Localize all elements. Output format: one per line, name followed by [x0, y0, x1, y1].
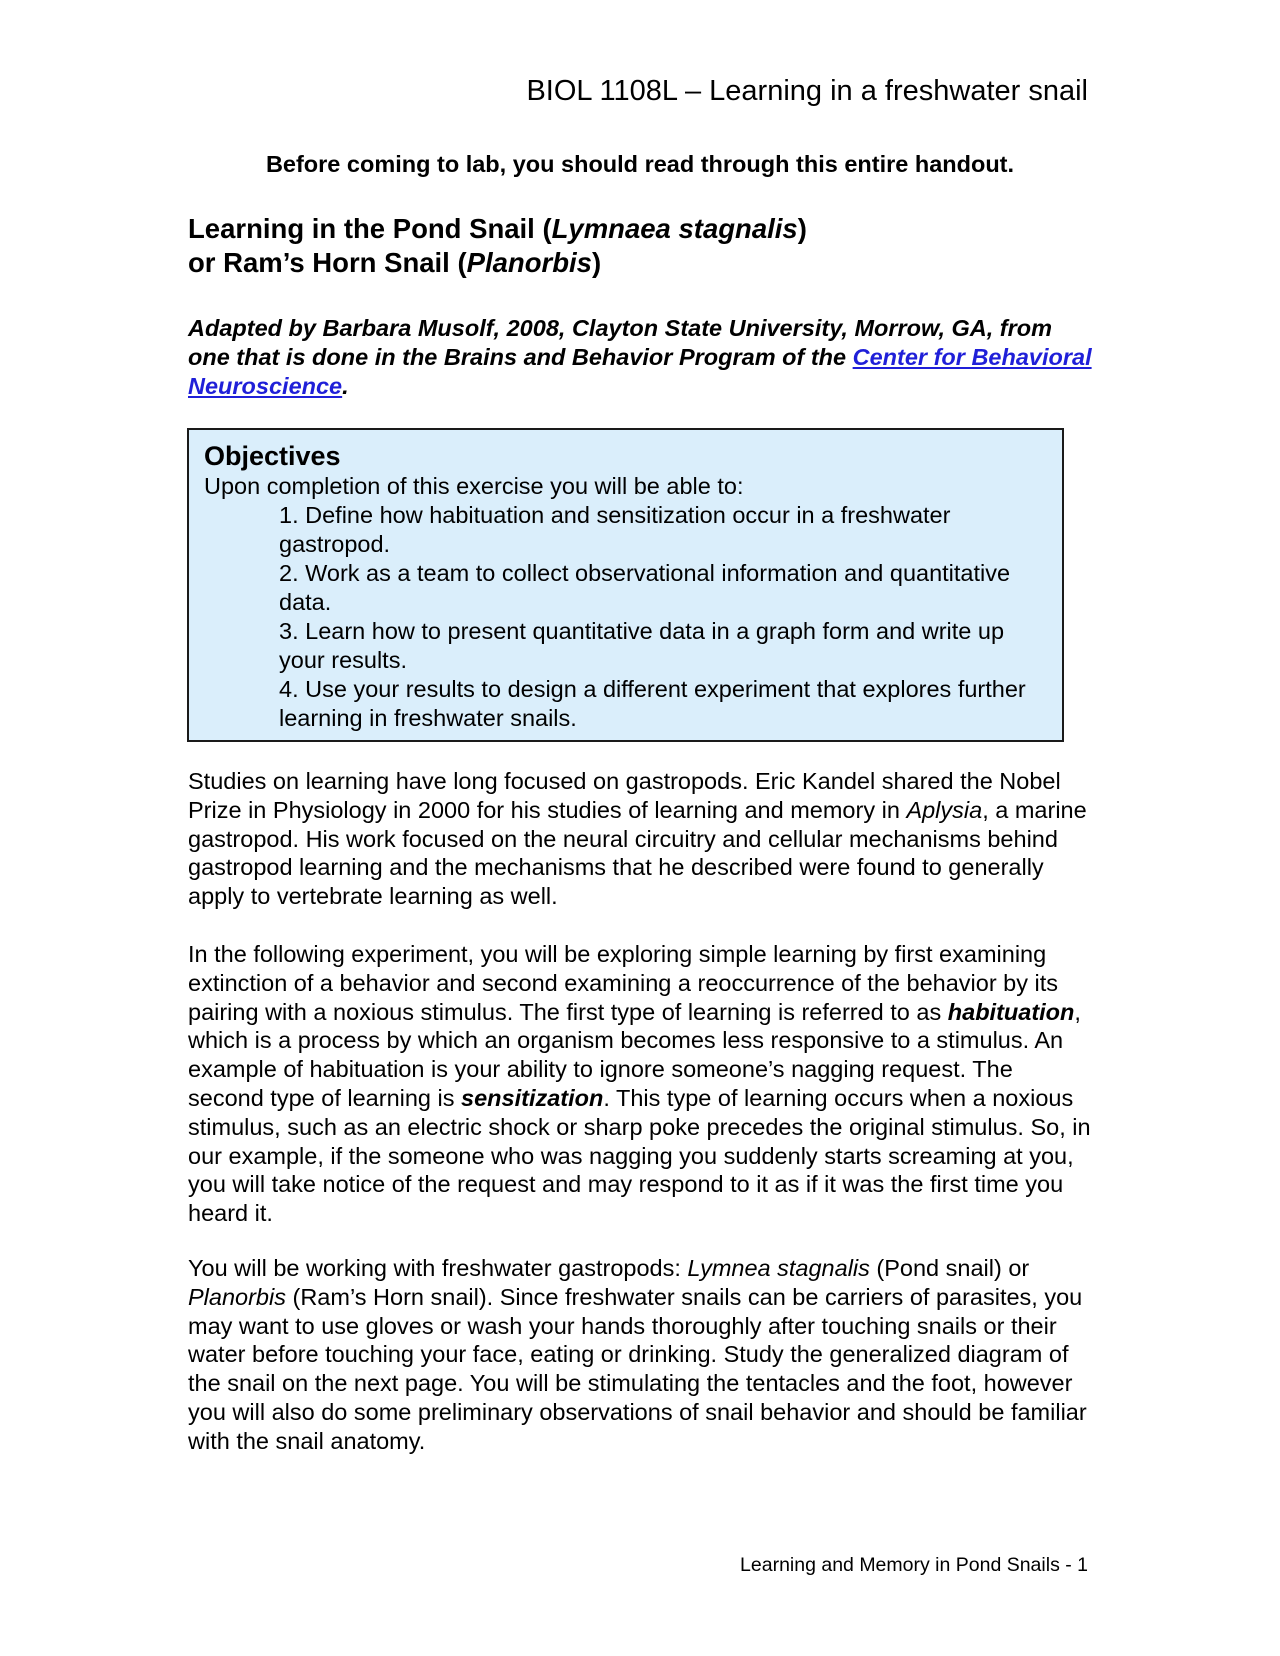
objective-item: 2. Work as a team to collect observational information and quantitative data. — [279, 560, 1011, 615]
attribution — [188, 314, 1092, 401]
para2-text-a: In the following experiment, you will be exploring simple learning by first examining extinction of a behavior and second examining a reoccurrence of the behavior by its pairing with a noxious stimulus. The first type of learning is referred to as — [188, 941, 1059, 1025]
title-line1-suffix: ) — [797, 213, 807, 244]
title-species-lymnaea: Lymnaea stagnalis — [551, 213, 798, 244]
objectives-heading: Objectives — [204, 441, 341, 471]
para2-text-c: . This type of learning occurs when a noxious stimulus, such as an electric shock or sharp poke precedes the original stimulus. So, in our example, if the someone who was nagging you suddenly starts screaming at you, you will take notice of the request and may respond to it as if it was the first time you heard it. — [188, 1084, 1091, 1227]
document-title — [188, 212, 1092, 280]
para1-text-a: Studies on learning have long focused on gastropods. Eric Kandel shared the Nobel Prize in Physiology in 2000 for his studies of learning and memory in — [188, 768, 1061, 823]
title-species-planorbis: Planorbis — [466, 247, 592, 278]
paragraph-snails — [188, 1254, 1092, 1456]
term-sensitization: sensitization — [461, 1084, 604, 1111]
objectives-box — [187, 428, 1064, 742]
reading-notice: Before coming to lab, you should read through this entire handout. — [265, 151, 1015, 177]
paragraph-learning-types — [188, 940, 1092, 1228]
title-line2-suffix: ) — [591, 247, 602, 278]
attribution-text: Adapted by Barbara Musolf, 2008, Clayton State University, Morrow, GA, from one that is done in the Brains and Behavior Program of the — [188, 315, 1053, 370]
para2-text-b: , which is a process by which an organism becomes less responsive to a stimulus. An example of habituation is your ability to ignore someone’s nagging request. The second type of learning is — [188, 998, 1081, 1111]
title-line2-prefix: or Ram’s Horn Snail ( — [188, 247, 467, 278]
para3-text-c: (Ram’s Horn snail). Since freshwater snails can be carriers of parasites, you may want to use gloves or wash your hands thoroughly after touching snails or their water before touching your face, eating or drinking. Study the generalized diagram of the snail on the next page. You will be stimulating the tentacles and the foot, however you will also do some preliminary observations of snail behavior and should be familiar with the snail anatomy. — [188, 1283, 1087, 1454]
objective-item: 3. Learn how to present quantitative data in a graph form and write up your results. — [279, 618, 1005, 673]
objectives-list — [204, 501, 1048, 733]
page-footer: Learning and Memory in Pond Snails - 1 — [740, 1554, 1088, 1576]
para1-text-b: , a marine gastropod. His work focused on the neural circuitry and cellular mechanisms behind gastropod learning and the mechanisms that he described were found to generally apply to vertebrate learning as well. — [188, 796, 1087, 910]
species-aplysia: Aplysia — [906, 796, 983, 823]
attribution-end: . — [342, 373, 349, 399]
para3-text-a: You will be working with freshwater gastropods: — [188, 1255, 688, 1281]
objective-item: 1. Define how habituation and sensitization occur in a freshwater gastropod. — [279, 502, 951, 557]
objective-item: 4. Use your results to design a different experiment that explores further learning in freshwater snails. — [279, 676, 1026, 731]
paragraph-kandel — [188, 767, 1092, 911]
species-lymnea: Lymnea stagnalis — [687, 1255, 870, 1281]
center-link[interactable]: Center for Behavioral Neuroscience — [188, 344, 1092, 399]
page-header: BIOL 1108L – Learning in a freshwater snail — [526, 75, 1088, 107]
species-planorbis: Planorbis — [188, 1283, 286, 1310]
title-line1-prefix: Learning in the Pond Snail ( — [188, 213, 552, 244]
objectives-intro: Upon completion of this exercise you will be able to: — [204, 473, 744, 499]
term-habituation: habituation — [947, 998, 1075, 1025]
para3-text-b: (Pond snail) or — [869, 1255, 1030, 1281]
